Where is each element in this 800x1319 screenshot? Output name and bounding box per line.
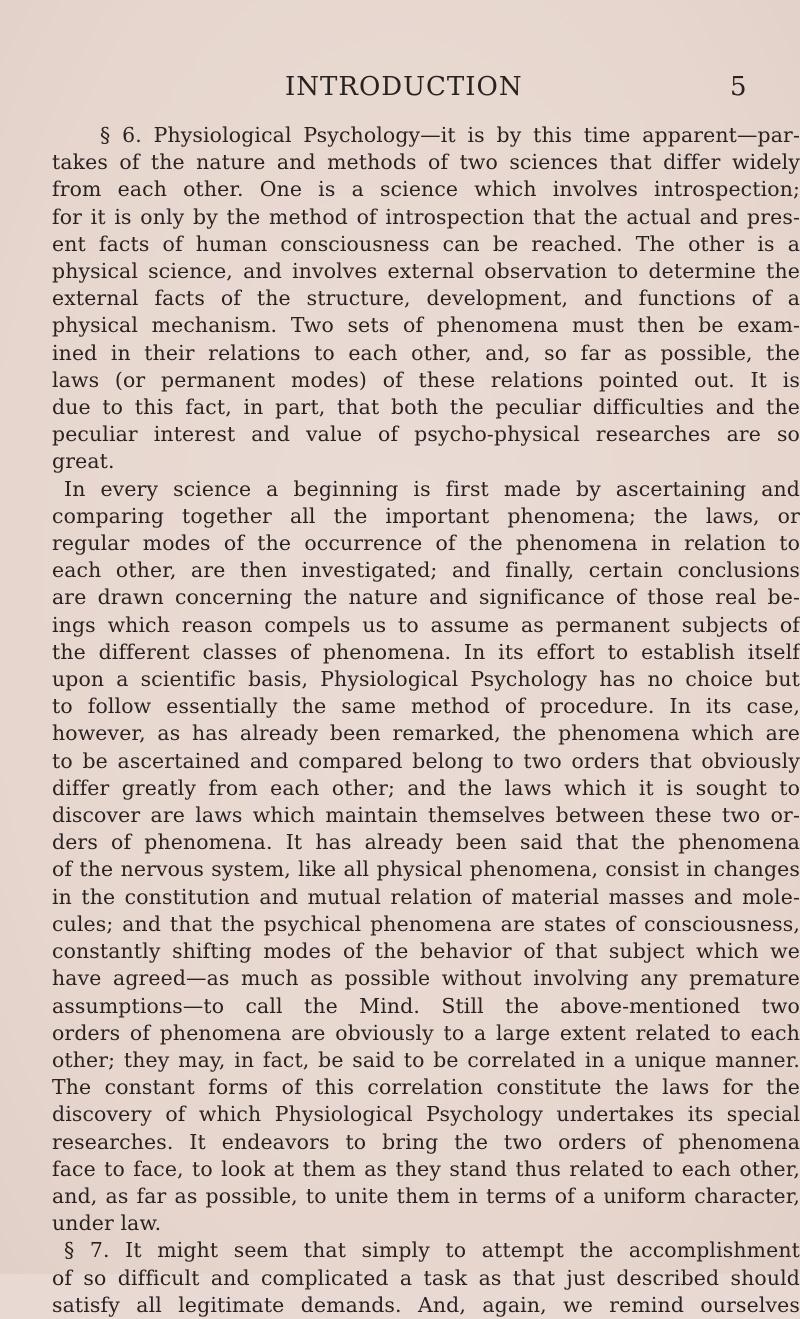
text-line: laws (or permanent modes) of these relations pointed out. It is	[52, 367, 800, 392]
text-line: the different classes of phenomena. In its effort to establish itself	[52, 639, 800, 664]
text-line: assumptions—to call the Mind. Still the above-mentioned two	[52, 993, 800, 1018]
text-line: great.	[52, 449, 115, 474]
text-line: takes of the nature and methods of two sciences that differ widely	[52, 150, 800, 175]
page-header	[0, 72, 800, 112]
text-line: ined in their relations to each other, and, so far as possible, the	[52, 340, 800, 365]
text-line: regular modes of the occurrence of the phenomena in relation to	[52, 531, 800, 556]
text-line: § 7. It might seem that simply to attempt the accomplishment	[64, 1238, 800, 1263]
text-line: face to face, to look at them as they stand thus related to each other,	[52, 1156, 800, 1181]
text-line: ders of phenomena. It has already been said that the phenomena	[52, 830, 800, 855]
text-line: and, as far as possible, to unite them in terms of a uniform character,	[52, 1183, 800, 1208]
text-line: of the nervous system, like all physical phenomena, consist in changes	[52, 857, 800, 882]
text-line: discover are laws which maintain themselves between these two or-	[52, 803, 800, 828]
text-line: The constant forms of this correlation constitute the laws for the	[52, 1075, 800, 1100]
text-line: orders of phenomena are obviously to a large extent related to each	[52, 1020, 800, 1045]
text-line: to follow essentially the same method of procedure. In its case,	[52, 694, 800, 719]
text-line: physical science, and involves external observation to determine the	[52, 259, 800, 284]
text-line: are drawn concerning the nature and significance of those real be-	[52, 585, 800, 610]
text-line: differ greatly from each other; and the laws which it is sought to	[52, 775, 800, 800]
text-line: constantly shifting modes of the behavior of that subject which we	[52, 939, 800, 964]
text-line: from each other. One is a science which involves introspection;	[52, 177, 800, 202]
body-text	[52, 122, 800, 1319]
text-line: each other, are then investigated; and finally, certain conclusions	[52, 558, 800, 583]
text-line: peculiar interest and value of psycho-physical researches are so	[52, 422, 800, 447]
text-line: due to this fact, in part, that both the peculiar difficulties and the	[52, 395, 800, 420]
text-line: to be ascertained and compared belong to two orders that obviously	[52, 748, 800, 773]
text-line: § 6. Physiological Psychology—it is by this time apparent—par-	[100, 123, 800, 147]
running-head: INTRODUCTION	[285, 72, 523, 102]
text-line: under law.	[52, 1211, 162, 1236]
text-line: other; they may, in fact, be said to be correlated in a unique manner.	[52, 1047, 800, 1072]
page-number: 5	[730, 72, 747, 102]
text-line: of so difficult and complicated a task as that just described should	[52, 1265, 800, 1290]
text-line: external facts of the structure, development, and functions of a	[52, 286, 800, 311]
text-line: for it is only by the method of introspection that the actual and pres-	[52, 204, 800, 229]
text-line: ent facts of human consciousness can be reached. The other is a	[52, 231, 800, 256]
text-line: discovery of which Physiological Psychology undertakes its special	[52, 1102, 800, 1127]
text-line: In every science a beginning is first made by ascertaining and	[64, 476, 800, 501]
text-line: however, as has already been remarked, the phenomena which are	[52, 721, 800, 746]
text-line: physical mechanism. Two sets of phenomena must then be exam-	[52, 313, 800, 338]
text-line: researches. It endeavors to bring the two orders of phenomena	[52, 1129, 800, 1154]
text-line: satisfy all legitimate demands. And, again, we remind ourselves	[52, 1292, 800, 1317]
text-line: upon a scientific basis, Physiological Psychology has no choice but	[52, 667, 800, 692]
text-line: comparing together all the important phenomena; the laws, or	[52, 503, 800, 528]
text-line: in the constitution and mutual relation of material masses and mole-	[52, 884, 800, 909]
text-line: have agreed—as much as possible without involving any premature	[52, 966, 800, 991]
text-line: cules; and that the psychical phenomena are states of consciousness,	[52, 911, 800, 936]
text-line: ings which reason compels us to assume as permanent subjects of	[52, 612, 800, 637]
